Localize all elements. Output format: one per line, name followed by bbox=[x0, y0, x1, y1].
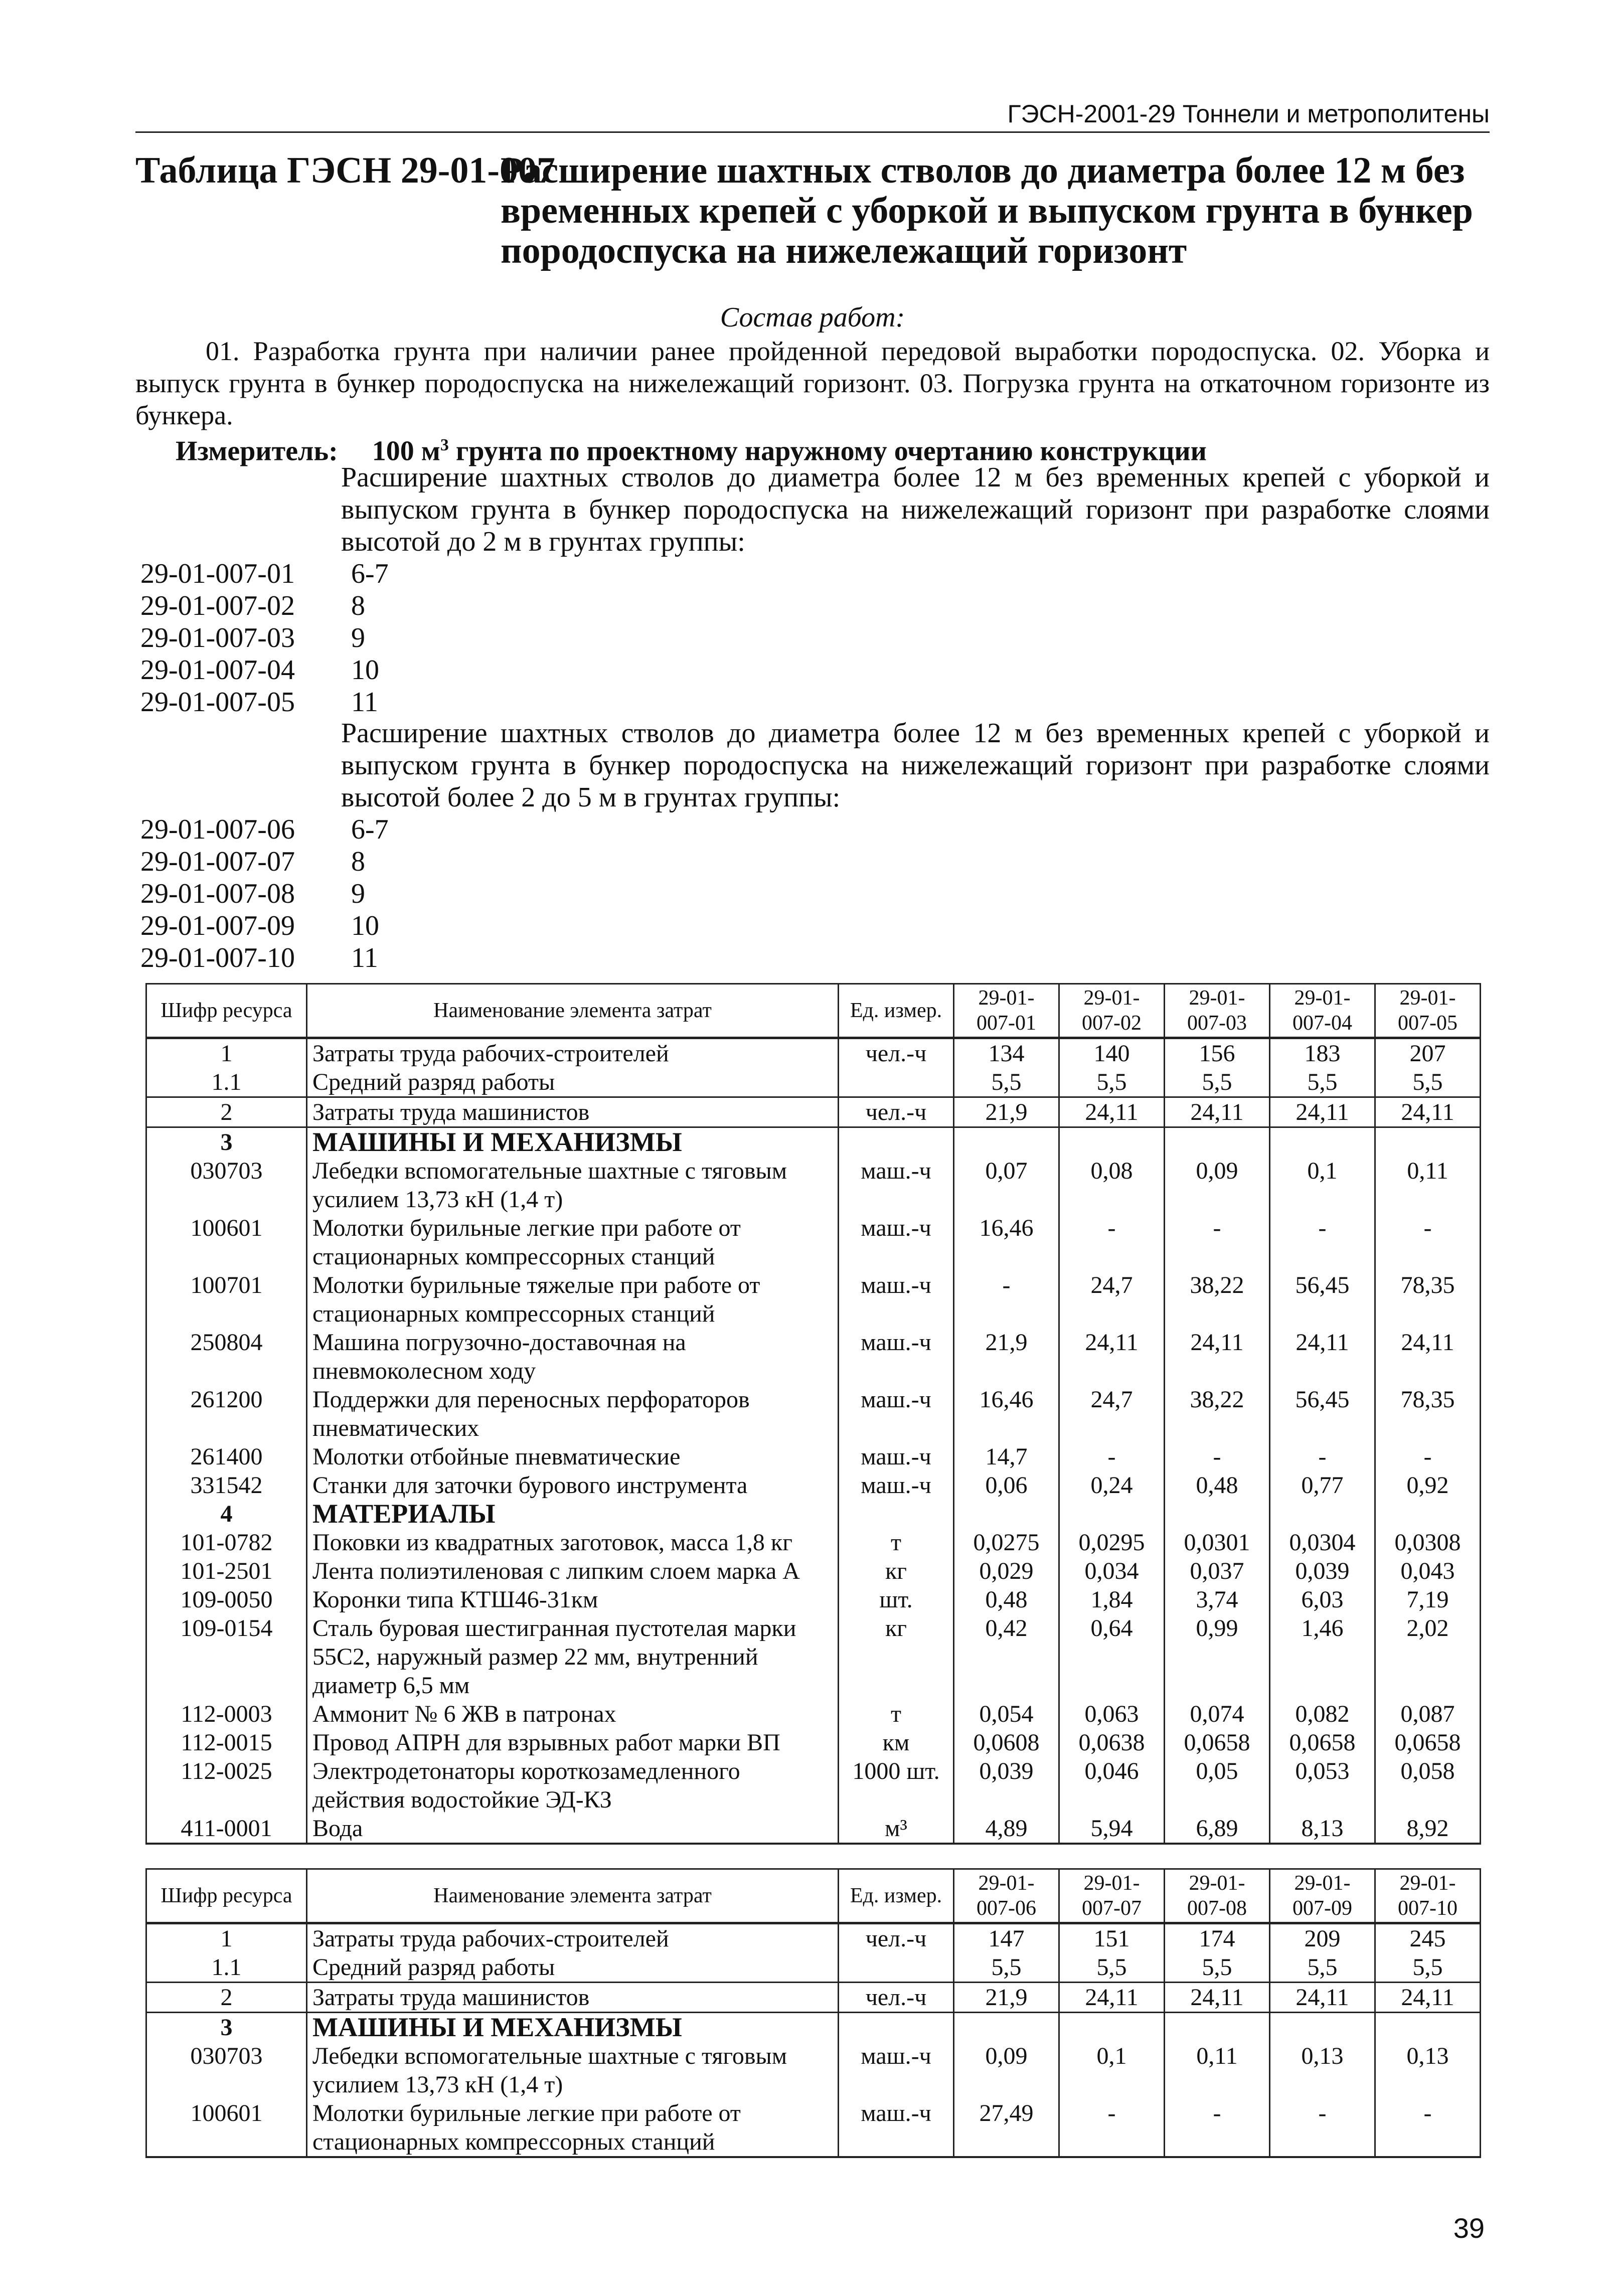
resource-code: 100601 bbox=[146, 1214, 307, 1271]
resource-name: Молотки бурильные тяжелые при работе от стационарных компрессорных станций bbox=[307, 1271, 839, 1328]
resource-name: Затраты труда машинистов bbox=[307, 1097, 839, 1127]
table-row bbox=[146, 1471, 1481, 1500]
resource-value: 0,039 bbox=[1270, 1557, 1375, 1585]
resource-value: 24,11 bbox=[1059, 1983, 1165, 2013]
soil-group: 10 bbox=[351, 910, 379, 941]
table-row bbox=[146, 1614, 1481, 1700]
table-row bbox=[146, 1557, 1481, 1585]
resource-value: - bbox=[1375, 1214, 1481, 1271]
resource-value: 0,0304 bbox=[1270, 1528, 1375, 1557]
resource-value: 151 bbox=[1059, 1923, 1165, 1953]
norm-code: 29-01-007-07 bbox=[140, 846, 295, 877]
resource-value: 16,46 bbox=[954, 1214, 1059, 1271]
norm-code: 29-01-007-02 bbox=[140, 590, 295, 621]
table-title bbox=[135, 150, 1490, 271]
resource-code: 100701 bbox=[146, 1271, 307, 1328]
resource-code: 112-0025 bbox=[146, 1757, 307, 1814]
resource-value: 183 bbox=[1270, 1038, 1375, 1068]
norm-code: 29-01-007-08 bbox=[140, 878, 295, 909]
table-row bbox=[146, 1814, 1481, 1844]
resource-unit: маш.-ч bbox=[839, 1157, 954, 1214]
table-row bbox=[146, 1528, 1481, 1557]
resource-name: МАТЕРИАЛЫ bbox=[307, 1500, 839, 1528]
resource-name: Электродетонаторы короткозамедленного действия водостойкие ЭД-КЗ bbox=[307, 1757, 839, 1814]
header-norm-column: 29-01-007-06 bbox=[954, 1869, 1059, 1923]
resource-unit bbox=[839, 1953, 954, 1983]
measure-unit-power: 3 bbox=[440, 436, 449, 454]
soil-group: 11 bbox=[351, 942, 378, 973]
resource-value: 56,45 bbox=[1270, 1385, 1375, 1442]
header-norm-column: 29-01-007-01 bbox=[954, 984, 1059, 1038]
resource-unit: км bbox=[839, 1728, 954, 1757]
measure-label: Измеритель: bbox=[176, 435, 338, 467]
resource-code: 261200 bbox=[146, 1385, 307, 1442]
resource-code: 1 bbox=[146, 1923, 307, 1953]
measure-value: 100 м bbox=[372, 435, 440, 467]
table-row bbox=[146, 2099, 1481, 2157]
code-list-item bbox=[140, 686, 742, 718]
table-row bbox=[146, 1157, 1481, 1214]
soil-group: 9 bbox=[351, 622, 365, 653]
resource-unit: кг bbox=[839, 1614, 954, 1700]
table-title-prefix: Таблица ГЭСН 29-01-007 bbox=[135, 150, 556, 191]
resource-value: 0,48 bbox=[954, 1585, 1059, 1614]
resource-unit: маш.-ч bbox=[839, 1214, 954, 1271]
resource-value bbox=[1059, 1127, 1165, 1157]
resource-name: Молотки бурильные легкие при работе от стационарных компрессорных станций bbox=[307, 1214, 839, 1271]
resource-value: 0,074 bbox=[1165, 1700, 1270, 1728]
resource-code: 030703 bbox=[146, 1157, 307, 1214]
norm-code: 29-01-007-01 bbox=[140, 558, 295, 589]
resource-name: Молотки отбойные пневматические bbox=[307, 1442, 839, 1471]
table-row bbox=[146, 1385, 1481, 1442]
resource-value: - bbox=[1270, 1442, 1375, 1471]
resource-value: 0,053 bbox=[1270, 1757, 1375, 1814]
resource-value: 24,11 bbox=[1270, 1328, 1375, 1385]
resource-code: 261400 bbox=[146, 1442, 307, 1471]
resource-value: 5,5 bbox=[1270, 1953, 1375, 1983]
resource-value bbox=[1270, 1127, 1375, 1157]
resource-value: 24,11 bbox=[1165, 1328, 1270, 1385]
resource-value: 78,35 bbox=[1375, 1385, 1481, 1442]
resource-value: 16,46 bbox=[954, 1385, 1059, 1442]
resource-value: 0,64 bbox=[1059, 1614, 1165, 1700]
group-description-1: Расширение шахтных стволов до диаметра более 12 м без временных крепей с уборкой и выпуском грунта в бункер породоспуска на нижележащий горизонт при разработке слоями высотой до 2 м в грунтах группы: bbox=[341, 462, 1490, 557]
resource-unit: чел.-ч bbox=[839, 1983, 954, 2013]
header-norm-column: 29-01-007-04 bbox=[1270, 984, 1375, 1038]
resource-value: 134 bbox=[954, 1038, 1059, 1068]
resource-value: 24,7 bbox=[1059, 1271, 1165, 1328]
resource-value: 2,02 bbox=[1375, 1614, 1481, 1700]
table-row bbox=[146, 2042, 1481, 2099]
resource-value: 78,35 bbox=[1375, 1271, 1481, 1328]
soil-group: 10 bbox=[351, 654, 379, 686]
resource-unit: чел.-ч bbox=[839, 1038, 954, 1068]
resource-unit: 1000 шт. bbox=[839, 1757, 954, 1814]
resource-value: 0,06 bbox=[954, 1471, 1059, 1500]
resource-value: 38,22 bbox=[1165, 1385, 1270, 1442]
resource-value: 156 bbox=[1165, 1038, 1270, 1068]
resource-unit: кг bbox=[839, 1557, 954, 1585]
resource-value: 38,22 bbox=[1165, 1271, 1270, 1328]
resource-value: 0,13 bbox=[1375, 2042, 1481, 2099]
resource-value: 0,054 bbox=[954, 1700, 1059, 1728]
resource-name: Сталь буровая шестигранная пустотелая марки 55С2, наружный размер 22 мм, внутренний диаметр 6,5 мм bbox=[307, 1614, 839, 1700]
resource-value: 0,07 bbox=[954, 1157, 1059, 1214]
resource-value bbox=[1375, 1127, 1481, 1157]
table-row bbox=[146, 1328, 1481, 1385]
resource-value: 0,1 bbox=[1270, 1157, 1375, 1214]
resource-code: 4 bbox=[146, 1500, 307, 1528]
table-row bbox=[146, 1923, 1481, 1953]
resource-code: 411-0001 bbox=[146, 1814, 307, 1844]
table-title-text: Расширение шахтных стволов до диаметра более 12 м без временных крепей с уборкой и выпуском грунта в бункер породоспуска на нижележащий горизонт bbox=[501, 150, 1473, 271]
code-list-2 bbox=[140, 813, 742, 974]
resource-name: Коронки типа КТШ46-31км bbox=[307, 1585, 839, 1614]
table-row bbox=[146, 1097, 1481, 1127]
resource-value: 0,05 bbox=[1165, 1757, 1270, 1814]
resource-value: 24,11 bbox=[1270, 1097, 1375, 1127]
norm-code: 29-01-007-04 bbox=[140, 654, 295, 686]
resource-value: - bbox=[1059, 1214, 1165, 1271]
resource-name: Средний разряд работы bbox=[307, 1068, 839, 1097]
resource-name: Машина погрузочно-доставочная на пневмоколесном ходу bbox=[307, 1328, 839, 1385]
resource-value: 209 bbox=[1270, 1923, 1375, 1953]
table-section-row bbox=[146, 1127, 1481, 1157]
resource-value: 0,77 bbox=[1270, 1471, 1375, 1500]
resource-value: 21,9 bbox=[954, 1983, 1059, 2013]
resource-name: Затраты труда рабочих-строителей bbox=[307, 1038, 839, 1068]
resource-value: 24,7 bbox=[1059, 1385, 1165, 1442]
header-code: Шифр ресурса bbox=[146, 984, 307, 1038]
resource-value: 0,037 bbox=[1165, 1557, 1270, 1585]
resource-value: 0,087 bbox=[1375, 1700, 1481, 1728]
resource-value: 0,0658 bbox=[1270, 1728, 1375, 1757]
norm-code: 29-01-007-05 bbox=[140, 687, 295, 718]
resource-value: 24,11 bbox=[1165, 1983, 1270, 2013]
soil-group: 8 bbox=[351, 846, 365, 877]
resource-value: 174 bbox=[1165, 1923, 1270, 1953]
resource-value: 21,9 bbox=[954, 1097, 1059, 1127]
code-list-item bbox=[140, 942, 742, 974]
resource-value: 0,0301 bbox=[1165, 1528, 1270, 1557]
code-list-item bbox=[140, 622, 742, 654]
resource-unit: маш.-ч bbox=[839, 1442, 954, 1471]
header-norm-column: 29-01-007-03 bbox=[1165, 984, 1270, 1038]
soil-group: 6-7 bbox=[351, 558, 389, 589]
resource-value: 5,5 bbox=[1270, 1068, 1375, 1097]
code-list-item bbox=[140, 654, 742, 686]
resource-value: 24,11 bbox=[1059, 1097, 1165, 1127]
resource-value: 0,034 bbox=[1059, 1557, 1165, 1585]
resource-code: 100601 bbox=[146, 2099, 307, 2157]
resource-code: 101-2501 bbox=[146, 1557, 307, 1585]
resource-value bbox=[1270, 1500, 1375, 1528]
resource-value bbox=[954, 1500, 1059, 1528]
code-list-item bbox=[140, 813, 742, 846]
resource-value: 5,5 bbox=[1375, 1953, 1481, 1983]
code-list-item bbox=[140, 590, 742, 622]
resource-name: Поддержки для переносных перфораторов пневматических bbox=[307, 1385, 839, 1442]
resource-unit bbox=[839, 1068, 954, 1097]
resource-code: 030703 bbox=[146, 2042, 307, 2099]
resource-unit: м³ bbox=[839, 1814, 954, 1844]
table-row bbox=[146, 1038, 1481, 1068]
resource-code: 3 bbox=[146, 1127, 307, 1157]
header-name: Наименование элемента затрат bbox=[307, 984, 839, 1038]
resource-value: 6,03 bbox=[1270, 1585, 1375, 1614]
resource-name: Молотки бурильные легкие при работе от стационарных компрессорных станций bbox=[307, 2099, 839, 2157]
resource-value: - bbox=[954, 1271, 1059, 1328]
resource-value: 5,5 bbox=[1375, 1068, 1481, 1097]
header-norm-column: 29-01-007-02 bbox=[1059, 984, 1165, 1038]
resource-name: Аммонит № 6 ЖВ в патронах bbox=[307, 1700, 839, 1728]
resource-value bbox=[1165, 1500, 1270, 1528]
resource-unit: чел.-ч bbox=[839, 1097, 954, 1127]
resource-code: 331542 bbox=[146, 1471, 307, 1500]
resource-code: 112-0003 bbox=[146, 1700, 307, 1728]
table-row bbox=[146, 1700, 1481, 1728]
resource-table-1 bbox=[145, 983, 1481, 1845]
resource-value: 6,89 bbox=[1165, 1814, 1270, 1844]
resource-code: 109-0154 bbox=[146, 1614, 307, 1700]
resource-name: Средний разряд работы bbox=[307, 1953, 839, 1983]
resource-value: 5,94 bbox=[1059, 1814, 1165, 1844]
composition-text: 01. Разработка грунта при наличии ранее пройденной передовой выработки породоспуска. 02. Уборка и выпуск грунта в бункер породоспуска на нижележащий горизонт. 03. Погрузка грунта на откаточном горизонте из бункера. bbox=[135, 336, 1490, 430]
resource-value bbox=[954, 1127, 1059, 1157]
resource-name: Лебедки вспомогательные шахтные с тяговым усилием 13,73 кН (1,4 т) bbox=[307, 1157, 839, 1214]
resource-value: 0,046 bbox=[1059, 1757, 1165, 1814]
resource-value bbox=[1375, 1500, 1481, 1528]
resource-value: 0,082 bbox=[1270, 1700, 1375, 1728]
resource-value: 147 bbox=[954, 1923, 1059, 1953]
norm-code: 29-01-007-09 bbox=[140, 910, 295, 941]
resource-value: 0,0658 bbox=[1165, 1728, 1270, 1757]
resource-value: 5,5 bbox=[954, 1068, 1059, 1097]
resource-value bbox=[954, 2013, 1059, 2042]
table-row bbox=[146, 1728, 1481, 1757]
resource-value: 24,11 bbox=[1165, 1097, 1270, 1127]
header-norm-column: 29-01-007-05 bbox=[1375, 984, 1481, 1038]
resource-value: 24,11 bbox=[1375, 1328, 1481, 1385]
resource-unit: маш.-ч bbox=[839, 1385, 954, 1442]
resource-value: 5,5 bbox=[1059, 1953, 1165, 1983]
soil-group: 9 bbox=[351, 878, 365, 909]
resource-unit bbox=[839, 2013, 954, 2042]
resource-value: 5,5 bbox=[1059, 1068, 1165, 1097]
resource-value: 0,0608 bbox=[954, 1728, 1059, 1757]
soil-group: 8 bbox=[351, 590, 365, 621]
header-unit: Ед. измер. bbox=[839, 1869, 954, 1923]
resource-value: 5,5 bbox=[954, 1953, 1059, 1983]
resource-value: 0,08 bbox=[1059, 1157, 1165, 1214]
resource-code: 2 bbox=[146, 1983, 307, 2013]
resource-value: - bbox=[1270, 2099, 1375, 2157]
table-header-row bbox=[146, 984, 1481, 1038]
code-list-item bbox=[140, 846, 742, 878]
resource-unit: маш.-ч bbox=[839, 1328, 954, 1385]
resource-value: 3,74 bbox=[1165, 1585, 1270, 1614]
resource-table-2 bbox=[145, 1868, 1481, 2158]
table-row bbox=[146, 1585, 1481, 1614]
resource-value: 0,99 bbox=[1165, 1614, 1270, 1700]
resource-value bbox=[1059, 1500, 1165, 1528]
header-code: Шифр ресурса bbox=[146, 1869, 307, 1923]
resource-value bbox=[1270, 2013, 1375, 2042]
resource-name: МАШИНЫ И МЕХАНИЗМЫ bbox=[307, 2013, 839, 2042]
resource-unit bbox=[839, 1500, 954, 1528]
resource-value: 0,11 bbox=[1165, 2042, 1270, 2099]
resource-unit: маш.-ч bbox=[839, 2099, 954, 2157]
resource-name: Вода bbox=[307, 1814, 839, 1844]
resource-name: МАШИНЫ И МЕХАНИЗМЫ bbox=[307, 1127, 839, 1157]
resource-value bbox=[1165, 1127, 1270, 1157]
resource-name: Поковки из квадратных заготовок, масса 1,8 кг bbox=[307, 1528, 839, 1557]
resource-value: 140 bbox=[1059, 1038, 1165, 1068]
table-section-row bbox=[146, 1500, 1481, 1528]
resource-value: 4,89 bbox=[954, 1814, 1059, 1844]
resource-code: 101-0782 bbox=[146, 1528, 307, 1557]
table-row bbox=[146, 1757, 1481, 1814]
resource-unit bbox=[839, 1127, 954, 1157]
resource-value: 14,7 bbox=[954, 1442, 1059, 1471]
resource-value: 24,11 bbox=[1375, 1097, 1481, 1127]
resource-value: 0,029 bbox=[954, 1557, 1059, 1585]
resource-value: 0,09 bbox=[1165, 1157, 1270, 1214]
resource-value: 0,0658 bbox=[1375, 1728, 1481, 1757]
resource-value: 7,19 bbox=[1375, 1585, 1481, 1614]
code-list-item bbox=[140, 558, 742, 590]
table-row bbox=[146, 1068, 1481, 1097]
resource-value: - bbox=[1375, 2099, 1481, 2157]
resource-value: 0,92 bbox=[1375, 1471, 1481, 1500]
resource-value: 8,13 bbox=[1270, 1814, 1375, 1844]
resource-value: 8,92 bbox=[1375, 1814, 1481, 1844]
header-name: Наименование элемента затрат bbox=[307, 1869, 839, 1923]
resource-code: 1.1 bbox=[146, 1953, 307, 1983]
resource-unit: т bbox=[839, 1528, 954, 1557]
resource-value bbox=[1165, 2013, 1270, 2042]
header-unit: Ед. измер. bbox=[839, 984, 954, 1038]
resource-value: 0,48 bbox=[1165, 1471, 1270, 1500]
resource-name: Лента полиэтиленовая с липким слоем марка А bbox=[307, 1557, 839, 1585]
table-row bbox=[146, 1953, 1481, 1983]
resource-value: - bbox=[1165, 1214, 1270, 1271]
resource-code: 112-0015 bbox=[146, 1728, 307, 1757]
resource-unit: шт. bbox=[839, 1585, 954, 1614]
resource-value: 0,13 bbox=[1270, 2042, 1375, 2099]
resource-value: 0,058 bbox=[1375, 1757, 1481, 1814]
resource-value: 21,9 bbox=[954, 1328, 1059, 1385]
table-row bbox=[146, 1983, 1481, 2013]
resource-value: 0,0638 bbox=[1059, 1728, 1165, 1757]
code-list-item bbox=[140, 878, 742, 910]
table-section-row bbox=[146, 2013, 1481, 2042]
resource-code: 109-0050 bbox=[146, 1585, 307, 1614]
resource-value: 24,11 bbox=[1375, 1983, 1481, 2013]
header-norm-column: 29-01-007-08 bbox=[1165, 1869, 1270, 1923]
norm-code: 29-01-007-10 bbox=[140, 942, 295, 973]
resource-value: 5,5 bbox=[1165, 1953, 1270, 1983]
resource-unit: т bbox=[839, 1700, 954, 1728]
norm-code: 29-01-007-03 bbox=[140, 622, 295, 653]
table-header-row bbox=[146, 1869, 1481, 1923]
resource-value bbox=[1059, 2013, 1165, 2042]
resource-value: 1,84 bbox=[1059, 1585, 1165, 1614]
header-norm-column: 29-01-007-09 bbox=[1270, 1869, 1375, 1923]
resource-value: 27,49 bbox=[954, 2099, 1059, 2157]
soil-group: 6-7 bbox=[351, 814, 389, 845]
page-number: 39 bbox=[1453, 2212, 1485, 2244]
resource-code: 2 bbox=[146, 1097, 307, 1127]
resource-value: 5,5 bbox=[1165, 1068, 1270, 1097]
resource-value: - bbox=[1165, 2099, 1270, 2157]
composition-heading: Состав работ: bbox=[720, 302, 905, 333]
resource-value: - bbox=[1059, 2099, 1165, 2157]
resource-value: - bbox=[1059, 1442, 1165, 1471]
code-list-1 bbox=[140, 558, 742, 718]
resource-name: Провод АПРН для взрывных работ марки ВП bbox=[307, 1728, 839, 1757]
resource-name: Затраты труда рабочих-строителей bbox=[307, 1923, 839, 1953]
header-norm-column: 29-01-007-10 bbox=[1375, 1869, 1481, 1923]
resource-value: 0,09 bbox=[954, 2042, 1059, 2099]
resource-unit: чел.-ч bbox=[839, 1923, 954, 1953]
resource-code: 250804 bbox=[146, 1328, 307, 1385]
resource-value: 0,039 bbox=[954, 1757, 1059, 1814]
resource-name: Станки для заточки бурового инструмента bbox=[307, 1471, 839, 1500]
resource-value: 0,063 bbox=[1059, 1700, 1165, 1728]
resource-value: - bbox=[1375, 1442, 1481, 1471]
resource-value: 1,46 bbox=[1270, 1614, 1375, 1700]
resource-value: - bbox=[1270, 1214, 1375, 1271]
code-list-item bbox=[140, 910, 742, 942]
resource-value: 0,0275 bbox=[954, 1528, 1059, 1557]
header-norm-column: 29-01-007-07 bbox=[1059, 1869, 1165, 1923]
table-row bbox=[146, 1442, 1481, 1471]
resource-value: 0,24 bbox=[1059, 1471, 1165, 1500]
resource-value: 0,11 bbox=[1375, 1157, 1481, 1214]
resource-code: 1 bbox=[146, 1038, 307, 1068]
resource-code: 3 bbox=[146, 2013, 307, 2042]
resource-value: 0,1 bbox=[1059, 2042, 1165, 2099]
soil-group: 11 bbox=[351, 687, 378, 718]
resource-value: 56,45 bbox=[1270, 1271, 1375, 1328]
group-description-2: Расширение шахтных стволов до диаметра более 12 м без временных крепей с уборкой и выпуском грунта в бункер породоспуска на нижележащий горизонт при разработке слоями высотой более 2 до 5 м в грунтах группы: bbox=[341, 718, 1490, 813]
resource-unit: маш.-ч bbox=[839, 2042, 954, 2099]
resource-value bbox=[1375, 2013, 1481, 2042]
resource-value: 24,11 bbox=[1270, 1983, 1375, 2013]
resource-value: 0,42 bbox=[954, 1614, 1059, 1700]
resource-value: 0,043 bbox=[1375, 1557, 1481, 1585]
resource-value: 245 bbox=[1375, 1923, 1481, 1953]
resource-name: Лебедки вспомогательные шахтные с тяговым усилием 13,73 кН (1,4 т) bbox=[307, 2042, 839, 2099]
resource-name: Затраты труда машинистов bbox=[307, 1983, 839, 2013]
resource-value: 0,0295 bbox=[1059, 1528, 1165, 1557]
running-header: ГЭСН-2001-29 Тоннели и метрополитены bbox=[135, 98, 1490, 133]
resource-value: 207 bbox=[1375, 1038, 1481, 1068]
resource-code: 1.1 bbox=[146, 1068, 307, 1097]
resource-value: 24,11 bbox=[1059, 1328, 1165, 1385]
table-row bbox=[146, 1271, 1481, 1328]
measure-description: грунта по проектному наружному очертанию конструкции bbox=[448, 435, 1207, 467]
norm-code: 29-01-007-06 bbox=[140, 814, 295, 845]
resource-unit: маш.-ч bbox=[839, 1271, 954, 1328]
resource-value: - bbox=[1165, 1442, 1270, 1471]
table-row bbox=[146, 1214, 1481, 1271]
resource-value: 0,0308 bbox=[1375, 1528, 1481, 1557]
resource-unit: маш.-ч bbox=[839, 1471, 954, 1500]
